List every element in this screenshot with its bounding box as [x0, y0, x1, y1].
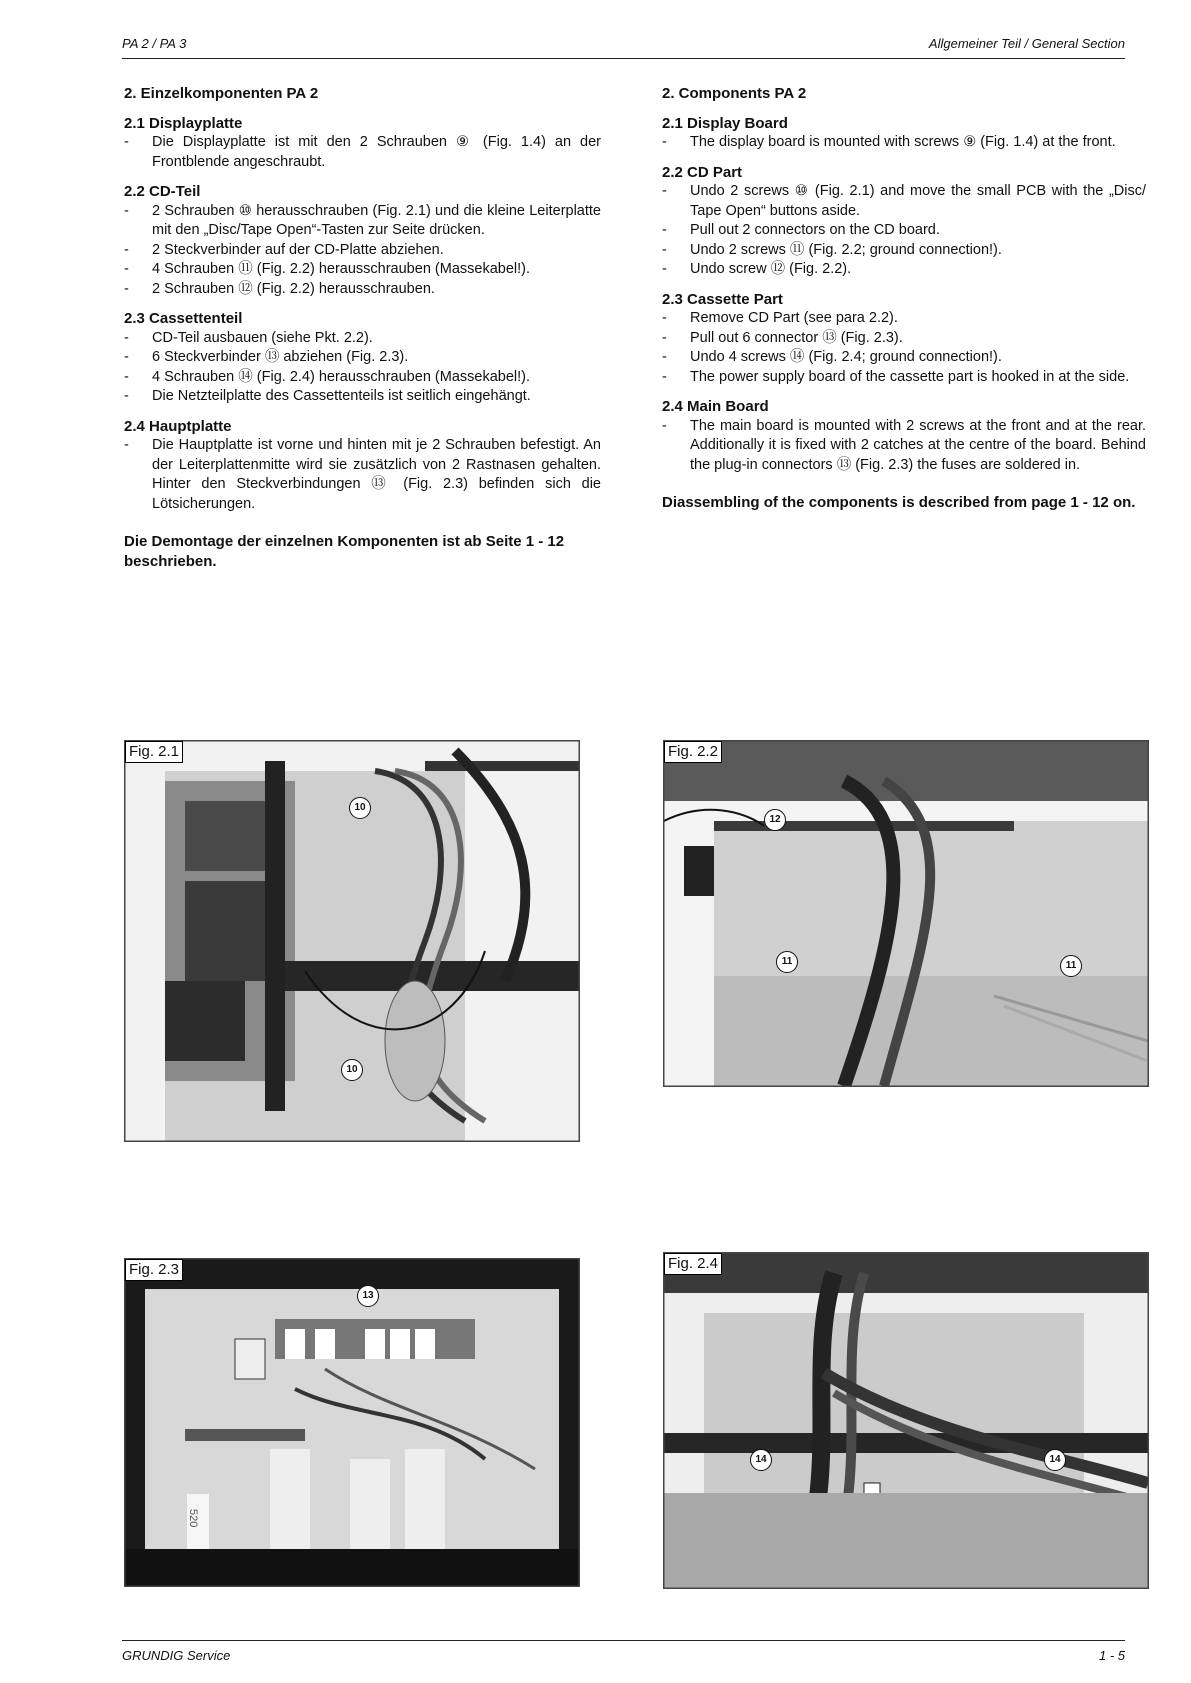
callout-marker: 10 [341, 1059, 363, 1081]
german-section-title: 2.3 Cassettenteil [124, 310, 243, 327]
footer-left: GRUNDIG Service [122, 1648, 231, 1663]
callout-marker: 14 [750, 1449, 772, 1471]
english-section-title: 2.4 Main Board [662, 398, 769, 415]
callout-marker: 12 [764, 809, 786, 831]
german-section-title: 2.2 CD-Teil [124, 183, 201, 200]
english-title: 2. Components PA 2 [662, 85, 807, 102]
figure-2-1-label: Fig. 2.1 [125, 741, 183, 763]
header-rule [122, 58, 1125, 59]
list-item: - Die Hauptplatte ist vorne und hinten mit je 2 Schrauben befestigt. An der Leiterplattenmitte wird sie zusätzlich von 2 Rastnasen gehalten. Hinter den Steckverbindungen ⑬ (Fig. 2.3) befinden sich die Lötsicherungen. [124, 436, 601, 514]
list-item: - Pull out 6 connector ⑬ (Fig. 2.3). [662, 329, 1146, 349]
list-item: - Die Displayplatte ist mit den 2 Schrauben ⑨ (Fig. 1.4) an der Frontblende angeschraubt. [124, 133, 601, 172]
list-item: - Remove CD Part (see para 2.2). [662, 309, 1146, 329]
english-section-list [662, 309, 1146, 387]
list-item: - Undo 2 screws ⑪ (Fig. 2.2; ground connection!). [662, 241, 1146, 261]
english-section-list [662, 133, 1146, 153]
footer-rule [122, 1640, 1125, 1641]
german-section-title: 2.1 Displayplatte [124, 114, 243, 132]
list-item: - Undo 2 screws ⑩ (Fig. 2.1) and move the small PCB with the „Disc/ Tape Open“ buttons aside. [662, 182, 1146, 221]
figure-2-3-label: Fig. 2.3 [125, 1259, 183, 1281]
figure-2-2-illustration [664, 741, 1148, 1086]
list-item: - Undo 4 screws ⑭ (Fig. 2.4; ground connection!). [662, 348, 1146, 368]
list-item: - Pull out 2 connectors on the CD board. [662, 221, 1146, 241]
list-item: - 6 Steckverbinder ⑬ abziehen (Fig. 2.3). [124, 348, 601, 368]
german-section-list [124, 133, 601, 172]
english-section-title: 2.1 Display Board [662, 114, 788, 132]
callout-marker: 11 [1060, 955, 1082, 977]
figure-2-2-photo [663, 740, 1149, 1087]
german-section-list [124, 436, 601, 514]
german-title: 2. Einzelkomponenten PA 2 [124, 85, 319, 102]
list-item: - CD-Teil ausbauen (siehe Pkt. 2.2). [124, 329, 601, 349]
german-section-title: 2.4 Hauptplatte [124, 417, 232, 435]
list-item: - 2 Steckverbinder auf der CD-Platte abziehen. [124, 241, 601, 261]
english-section-title: 2.2 CD Part [662, 163, 743, 181]
german-closing-note: Die Demontage der einzelnen Komponenten ist ab Seite 1 - 12 beschrieben. [124, 533, 565, 570]
list-item: - 2 Schrauben ⑩ herausschrauben (Fig. 2.1) und die kleine Leiterplatte mit den „Disc/Tape Open“-Tasten zur Seite drücken. [124, 202, 601, 241]
german-column [124, 84, 601, 572]
figure-2-2-label: Fig. 2.2 [664, 741, 722, 763]
english-section-list [662, 417, 1146, 476]
figure-2-1-photo [124, 740, 580, 1142]
list-item: - Die Netzteilplatte des Cassettenteils ist seitlich eingehängt. [124, 387, 601, 407]
figure-2-4-photo [663, 1252, 1149, 1589]
callout-marker: 10 [349, 797, 371, 819]
figure-2-4-illustration [664, 1253, 1148, 1588]
callout-marker: 14 [1044, 1449, 1066, 1471]
english-closing-note: Diassembling of the components is described from page 1 - 12 on. [662, 494, 1136, 511]
list-item: - The main board is mounted with 2 screws at the front and at the rear. Additionally it is fixed with 2 catches at the centre of the board. Behind the plug-in connectors ⑬ (Fig. 2.3) the fuses are soldered in. [662, 417, 1146, 476]
callout-marker: 13 [357, 1285, 379, 1307]
page-number: 1 - 5 [1098, 1648, 1125, 1663]
list-item: - Undo screw ⑫ (Fig. 2.2). [662, 260, 1146, 280]
english-section-list [662, 182, 1146, 280]
photo-stamp-text: 520 [187, 1509, 199, 1528]
english-section-title: 2.3 Cassette Part [662, 290, 783, 308]
german-section-list [124, 329, 601, 407]
list-item: - 2 Schrauben ⑫ (Fig. 2.2) herausschrauben. [124, 280, 601, 300]
list-item: - The display board is mounted with screws ⑨ (Fig. 1.4) at the front. [662, 133, 1146, 153]
english-column [662, 84, 1146, 513]
list-item: - 4 Schrauben ⑪ (Fig. 2.2) herausschrauben (Massekabel!). [124, 260, 601, 280]
list-item: - 4 Schrauben ⑭ (Fig. 2.4) herausschrauben (Massekabel!). [124, 368, 601, 388]
figure-2-4-label: Fig. 2.4 [664, 1253, 722, 1275]
header-left: PA 2 / PA 3 [122, 36, 187, 51]
callout-marker: 11 [776, 951, 798, 973]
list-item: - The power supply board of the cassette part is hooked in at the side. [662, 368, 1146, 388]
header-right: Allgemeiner Teil / General Section [928, 36, 1125, 51]
german-section-list [124, 202, 601, 300]
figure-2-3-photo [124, 1258, 580, 1587]
figure-2-3-illustration [125, 1259, 579, 1586]
